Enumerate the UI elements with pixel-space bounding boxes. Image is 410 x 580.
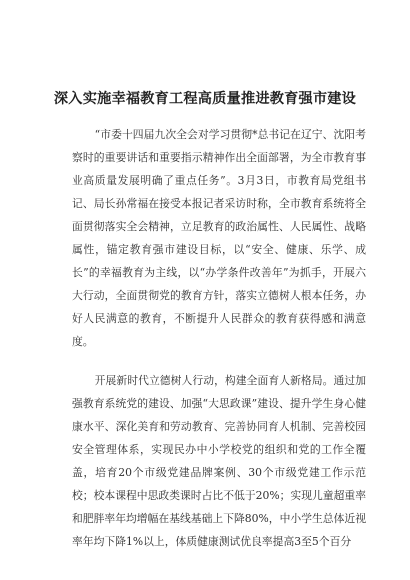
body-paragraph-2: 开展新时代立德树人行动，构建全面育人新格局。通过加强教育系统党的建设、加强“大思政课”建设、提升学生身心健康水平、深化美育和劳动教育、完善协同育人机制、完善校园安全管理体系，实现民办中小学校党的组织和党的工作全覆盖，培育20个市级党建品牌案例、30个市级党建工作示范校；校本课程中思政类课时占比不低于20%；实现儿童超重率和肥胖率年均增幅在基线基础上下降80%，中小学生总体近视率年均下降1%以上，体质健康测试优良率提高3至5个百分 [72, 374, 366, 548]
body-paragraph-1: “市委十四届九次全会对学习贯彻*总书记在辽宁、沈阳考察时的重要讲话和重要指示精神作出全面部署，为全市教育事业高质量发展明确了重点任务”。3月3日，市教育局党组书记、局长孙常福在接受本报记者采访时称，全市教育系统将全面贯彻落实全会精神，立足教育的政治属性、人民属性、战略属性，锚定教育强市建设目标，以“安全、健康、乐学、成长”的幸福教育为主线，以“办学条件改善年”为抓手，开展六大行动，全面贯彻党的教育方针，落实立德树人根本任务，办好人民满意的教育，不断提升人民群众的教育获得感和满意度。 [72, 128, 366, 348]
document-title: 深入实施幸福教育工程高质量推进教育强市建设 [53, 91, 357, 107]
